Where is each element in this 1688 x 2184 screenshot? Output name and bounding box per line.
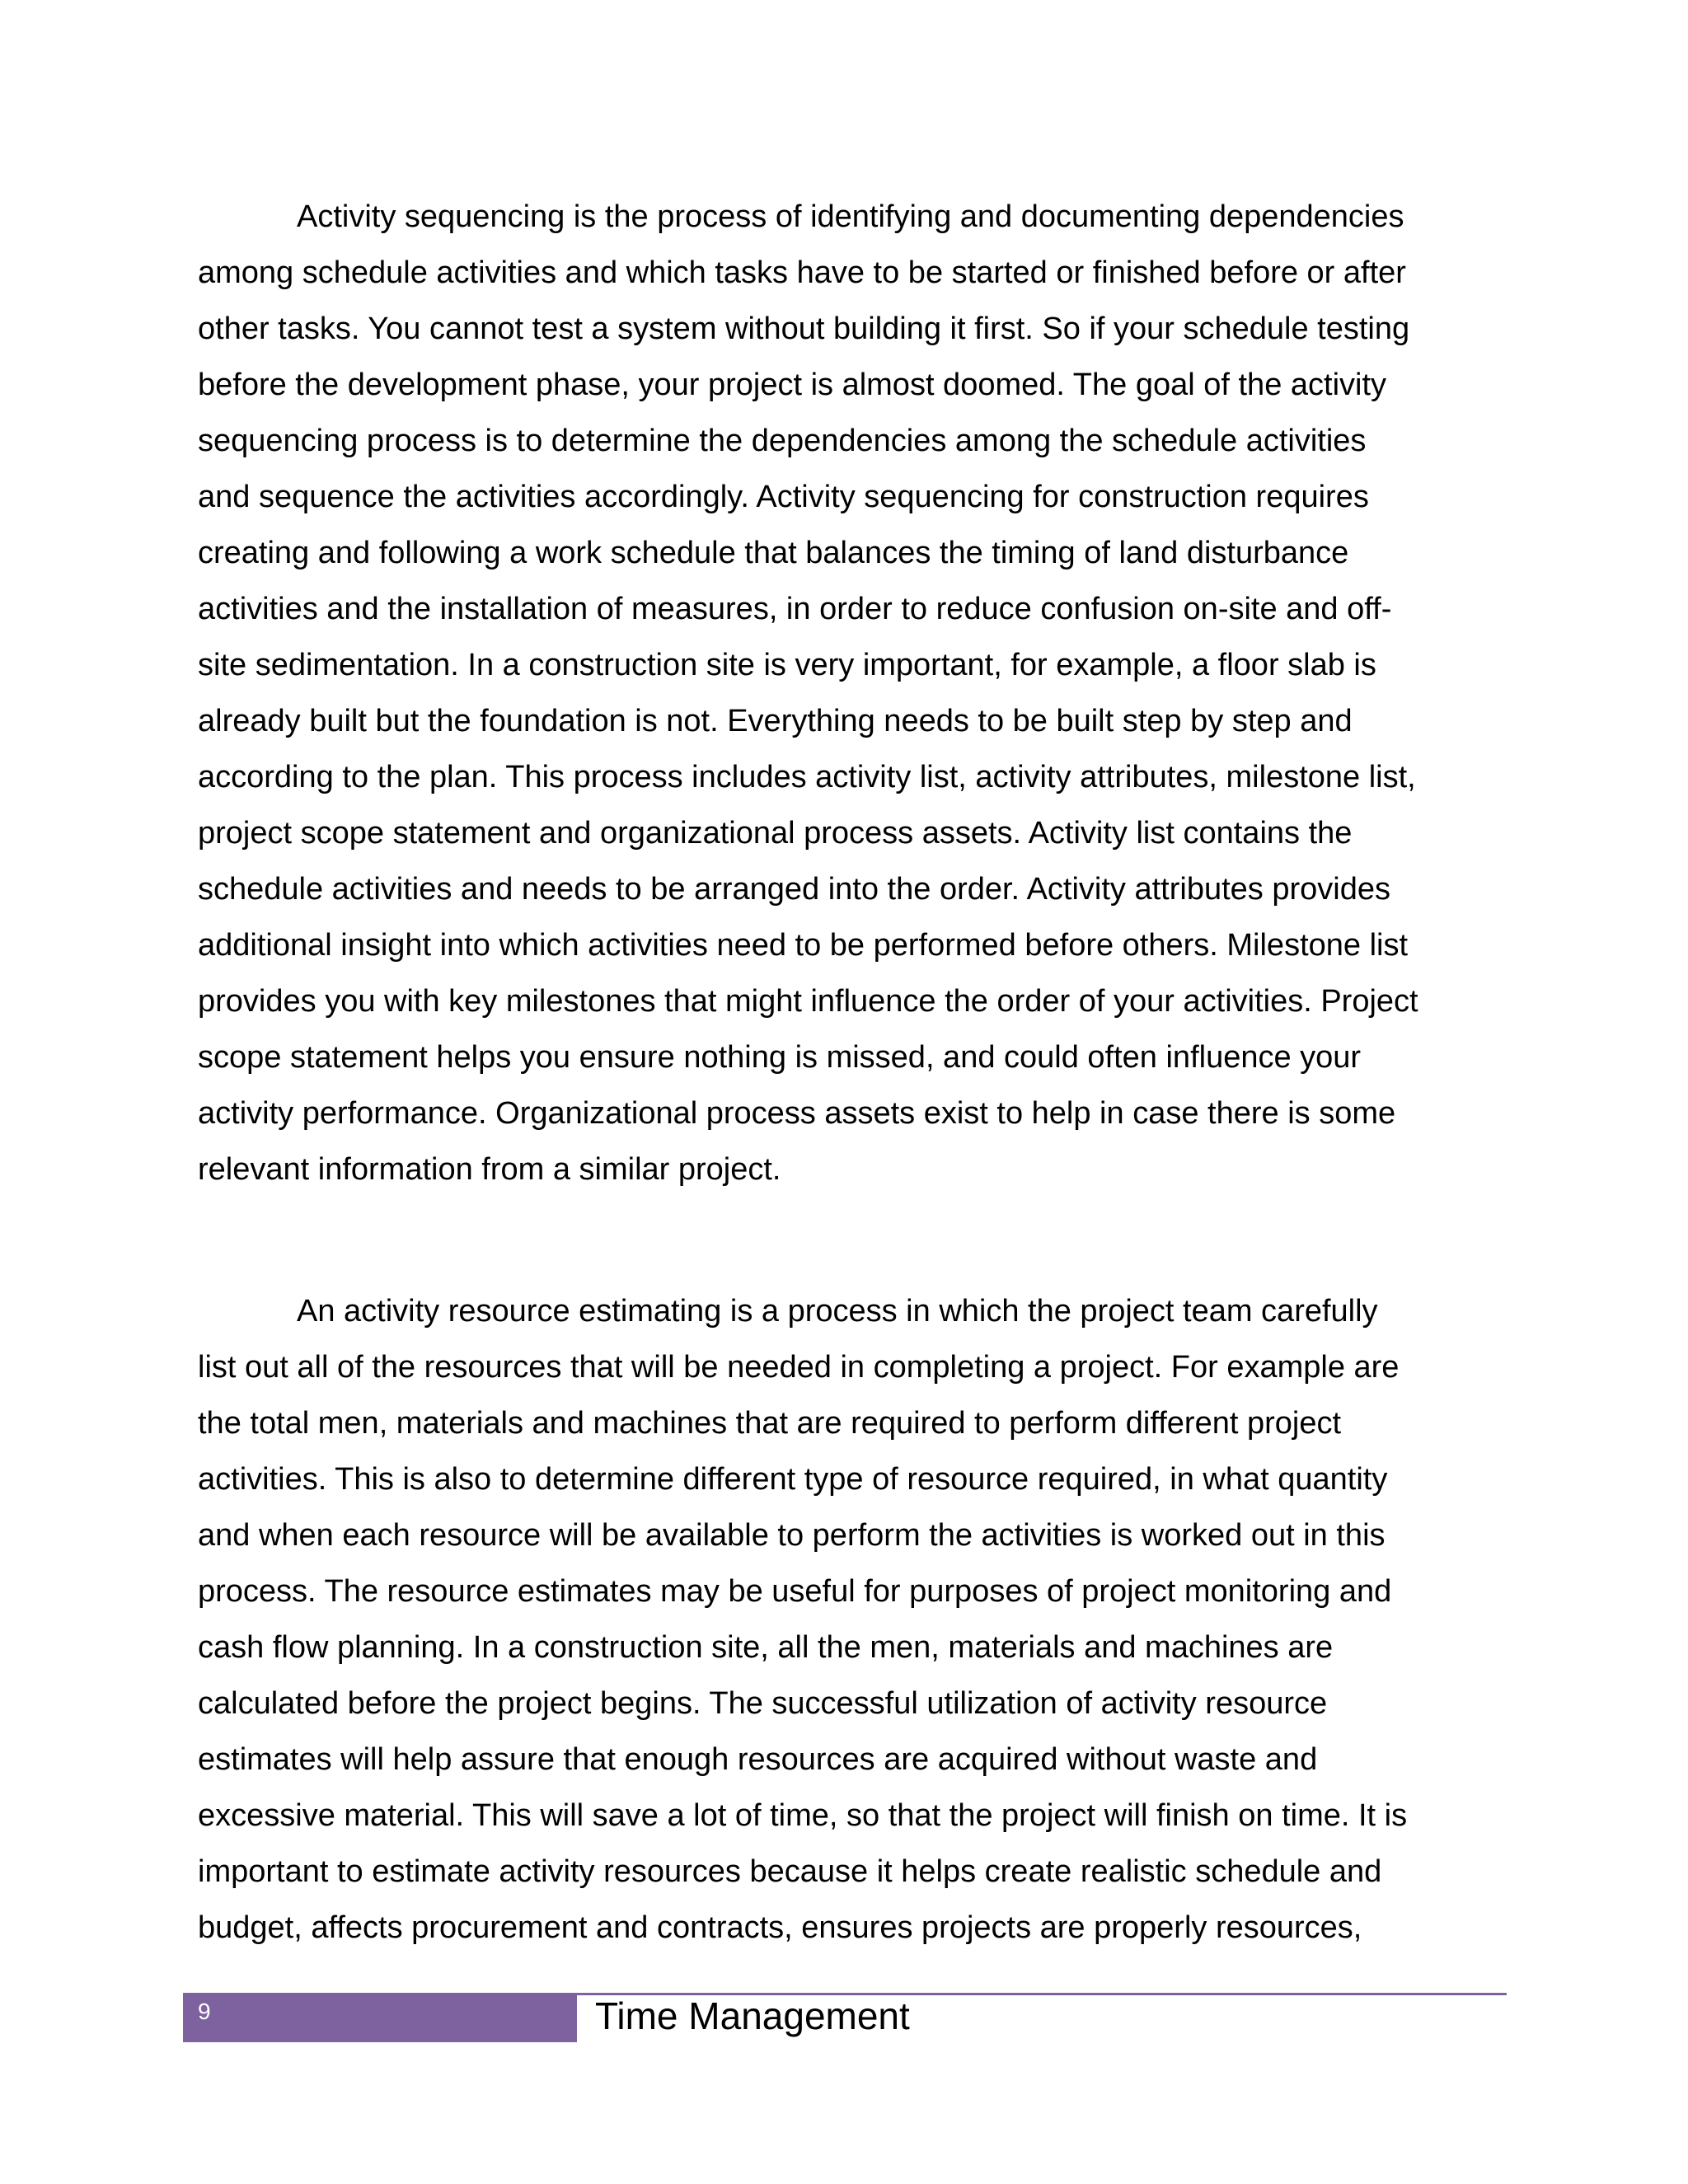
paragraph-line: excessive material. This will save a lot of time, so that the project will finish on time. It is — [198, 1798, 1408, 1833]
paragraph-line: list out all of the resources that will be needed in completing a project. For example are — [198, 1350, 1400, 1385]
paragraph-line: activity performance. Organizational process assets exist to help in case there is some — [198, 1096, 1396, 1131]
paragraph-line: additional insight into which activities need to be performed before others. Milestone list — [198, 928, 1409, 963]
paragraph-line: calculated before the project begins. The successful utilization of activity resource — [198, 1686, 1328, 1721]
paragraph-line: already built but the foundation is not. Everything needs to be built step by step and — [198, 704, 1353, 738]
paragraph-line: before the development phase, your project is almost doomed. The goal of the activity — [198, 368, 1387, 402]
paragraph-line: An activity resource estimating is a process in which the project team carefully — [297, 1294, 1378, 1329]
paragraph-line: creating and following a work schedule that balances the timing of land disturbance — [198, 536, 1349, 570]
paragraph-line: among schedule activities and which tasks have to be started or finished before or after — [198, 255, 1406, 290]
paragraph-line: estimates will help assure that enough resources are acquired without waste and — [198, 1742, 1318, 1777]
paragraph-line: cash flow planning. In a construction site, all the men, materials and machines are — [198, 1630, 1334, 1665]
paragraph-line: project scope statement and organizational process assets. Activity list contains the — [198, 816, 1353, 851]
paragraph-line: activities and the installation of measures, in order to reduce confusion on-site and off- — [198, 592, 1392, 626]
paragraph-line: other tasks. You cannot test a system without building it first. So if your schedule testing — [198, 312, 1410, 346]
paragraph-line: schedule activities and needs to be arranged into the order. Activity attributes provides — [198, 872, 1390, 907]
paragraph-line: sequencing process is to determine the dependencies among the schedule activities — [198, 424, 1367, 458]
paragraph-line: process. The resource estimates may be useful for purposes of project monitoring and — [198, 1574, 1392, 1609]
paragraph-line: activities. This is also to determine different type of resource required, in what quantity — [198, 1462, 1388, 1497]
paragraph-line: site sedimentation. In a construction site is very important, for example, a floor slab is — [198, 648, 1376, 682]
paragraph-line: important to estimate activity resources because it helps create realistic schedule and — [198, 1854, 1382, 1889]
paragraph-line: and when each resource will be available to perform the activities is worked out in this — [198, 1518, 1386, 1553]
paragraph-line: provides you with key milestones that might influence the order of your activities. Project — [198, 984, 1418, 1019]
paragraph-line: Activity sequencing is the process of identifying and documenting dependencies — [297, 199, 1404, 234]
footer-accent-bar — [183, 1993, 577, 2042]
page-number: 9 — [198, 1999, 211, 2024]
paragraph-line: relevant information from a similar project. — [198, 1152, 781, 1187]
paragraph-line: the total men, materials and machines that are required to perform different project — [198, 1406, 1342, 1441]
paragraph-line: budget, affects procurement and contracts, ensures projects are properly resources, — [198, 1910, 1362, 1945]
paragraph-line: and sequence the activities accordingly. Activity sequencing for construction requires — [198, 480, 1369, 514]
paragraph-line: according to the plan. This process includes activity list, activity attributes, milestone list, — [198, 760, 1416, 794]
paragraph-line: scope statement helps you ensure nothing is missed, and could often influence your — [198, 1040, 1362, 1075]
footer-title: Time Management — [595, 1994, 910, 2037]
